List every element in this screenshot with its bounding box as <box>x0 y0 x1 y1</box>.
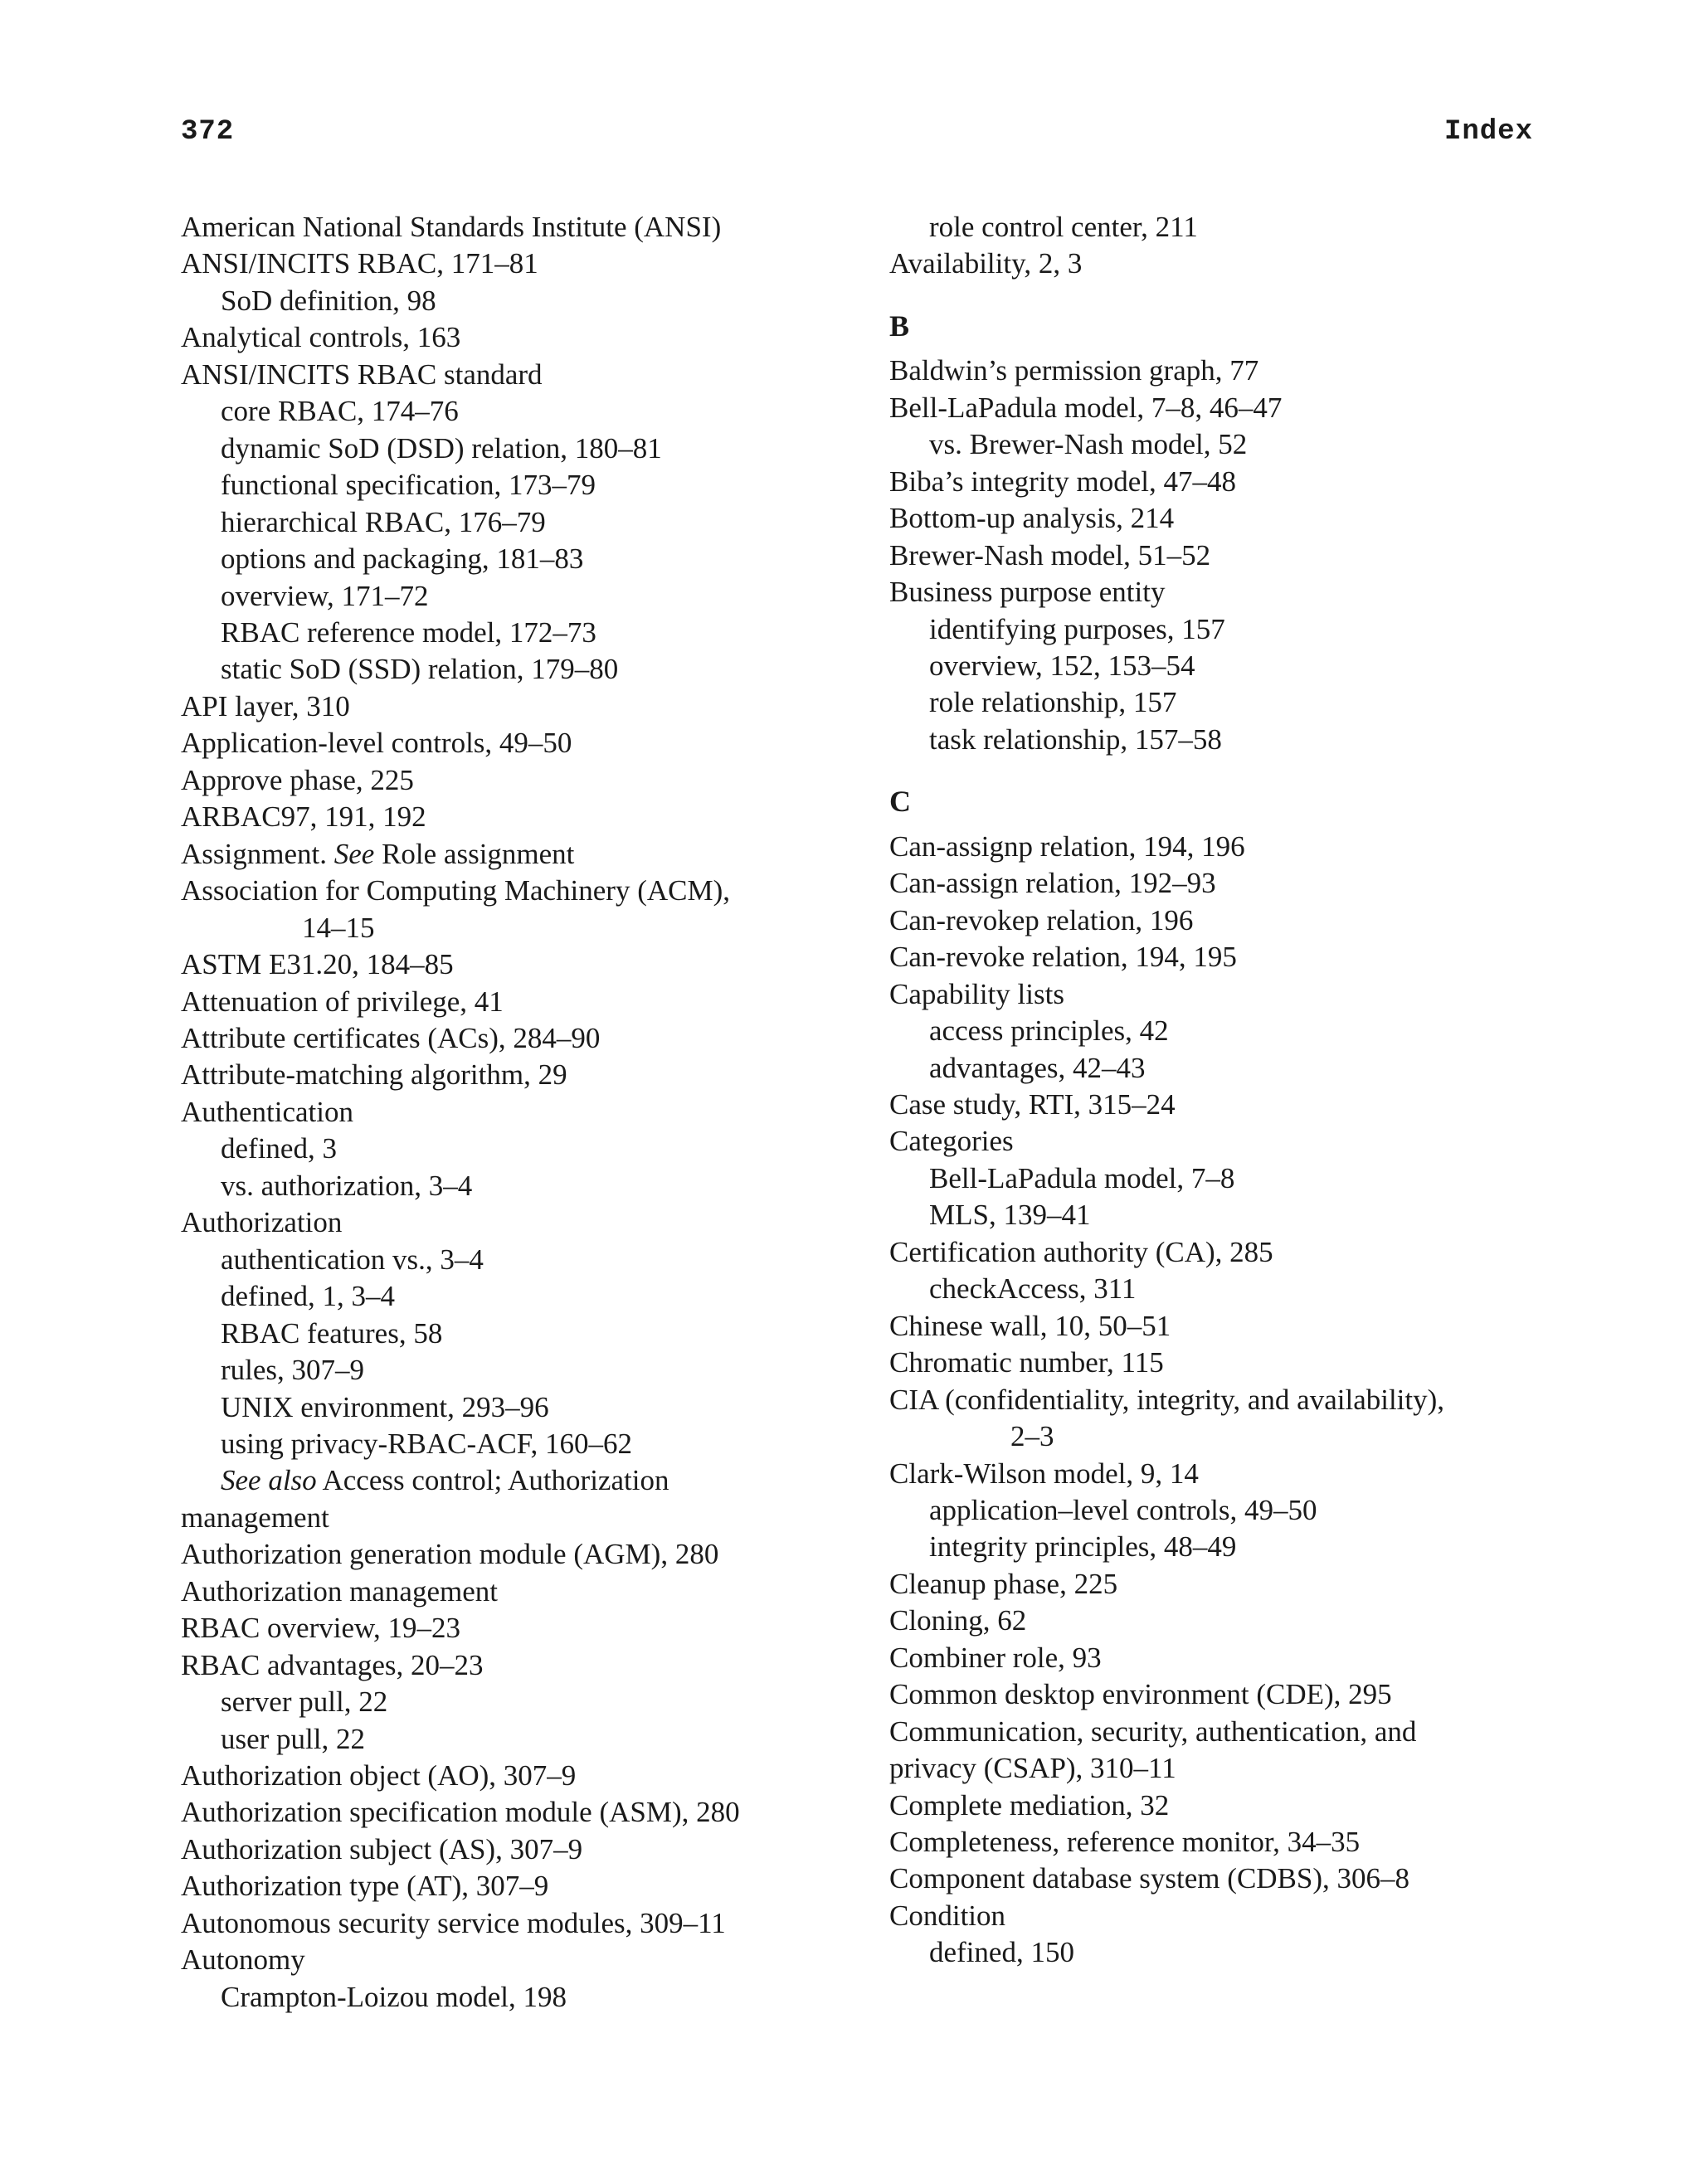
index-subentry: checkAccess, 311 <box>929 1272 1137 1306</box>
index-entry: Component database system (CDBS), 306–8 <box>889 1862 1410 1895</box>
section-gap <box>889 283 1545 308</box>
index-subentry: authentication vs., 3–4 <box>221 1243 484 1276</box>
index-entry-continuation: 2–3 <box>1010 1420 1054 1453</box>
index-entry: Approve phase, 225 <box>181 763 414 796</box>
index-subentry: hierarchical RBAC, 176–79 <box>221 505 546 538</box>
index-entry: Association for Computing Machinery (ACM), <box>181 874 730 907</box>
index-subentry: task relationship, 157–58 <box>929 722 1222 756</box>
index-subentry <box>181 1462 845 1499</box>
index-subentry: user pull, 22 <box>221 1722 366 1755</box>
index-entry: Common desktop environment (CDE), 295 <box>889 1678 1392 1711</box>
index-entry: American National Standards Institute (ANSI) <box>181 211 722 243</box>
index-entry: Can-assignp relation, 194, 196 <box>889 829 1245 863</box>
index-entry: Can-assign relation, 192–93 <box>889 867 1216 900</box>
section-gap <box>889 344 1545 353</box>
index-subentry: Bell-LaPadula model, 7–8 <box>929 1161 1235 1194</box>
index-entry-continuation: 14–15 <box>302 911 375 944</box>
index-entry: Can-revoke relation, 194, 195 <box>889 941 1237 974</box>
index-entry: Can-revokep relation, 196 <box>889 903 1194 936</box>
index-entry: privacy (CSAP), 310–11 <box>889 1752 1176 1785</box>
index-entry: Cleanup phase, 225 <box>889 1567 1118 1600</box>
index-entry <box>181 836 845 873</box>
index-entry: Authorization management <box>181 1574 498 1608</box>
index-subentry: overview, 152, 153–54 <box>929 649 1195 682</box>
index-entry: Biba’s integrity model, 47–48 <box>889 465 1237 498</box>
index-entry: Categories <box>889 1125 1014 1158</box>
index-entry: Attribute certificates (ACs), 284–90 <box>181 1021 601 1054</box>
letter-heading: B <box>889 309 910 343</box>
index-subentry: server pull, 22 <box>221 1685 388 1719</box>
index-entry: Clark-Wilson model, 9, 14 <box>889 1457 1199 1490</box>
index-entry: Capability lists <box>889 977 1064 1010</box>
index-subentry: MLS, 139–41 <box>929 1199 1091 1232</box>
index-subentry: access principles, 42 <box>929 1014 1169 1048</box>
index-entry: Brewer-Nash model, 51–52 <box>889 538 1211 572</box>
index-entry: RBAC advantages, 20–23 <box>181 1648 484 1681</box>
section-title: Index <box>1443 116 1533 148</box>
index-subentry: advantages, 42–43 <box>929 1051 1146 1084</box>
index-subentry: vs. authorization, 3–4 <box>221 1169 473 1202</box>
index-entry: Bottom-up analysis, 214 <box>889 502 1175 535</box>
index-subentry: Crampton-Loizou model, 198 <box>221 1980 567 2013</box>
index-entry: Combiner role, 93 <box>889 1641 1102 1674</box>
index-entry: API layer, 310 <box>181 689 350 722</box>
index-entry: Completeness, reference monitor, 34–35 <box>889 1826 1361 1859</box>
index-subentry: identifying purposes, 157 <box>929 612 1225 645</box>
letter-heading: C <box>889 785 911 819</box>
index-entry: RBAC overview, 19–23 <box>181 1612 461 1645</box>
index-subentry: RBAC features, 58 <box>221 1316 443 1350</box>
index-subentry: functional specification, 173–79 <box>221 469 596 502</box>
index-entry: ASTM E31.20, 184–85 <box>181 948 454 981</box>
index-entry: Autonomy <box>181 1943 305 1977</box>
cross-reference-label: See also <box>221 1464 317 1497</box>
index-entry: Complete mediation, 32 <box>889 1788 1170 1822</box>
entry-text: Assignment. <box>181 837 334 870</box>
index-subentry: SoD definition, 98 <box>221 284 436 317</box>
index-subentry: dynamic SoD (DSD) relation, 180–81 <box>221 431 662 465</box>
index-entry: Authorization generation module (AGM), 280 <box>181 1538 719 1571</box>
index-entry: Attenuation of privilege, 41 <box>181 985 504 1018</box>
index-entry: Business purpose entity <box>889 576 1166 609</box>
cross-reference-label: See <box>333 837 375 870</box>
cross-reference-target: Access control; Authorization <box>316 1464 669 1497</box>
index-entry: Certification authority (CA), 285 <box>889 1235 1273 1268</box>
page-number: 372 <box>181 116 235 148</box>
index-entry: Autonomous security service modules, 309–11 <box>181 1906 726 1939</box>
index-entry: Authorization subject (AS), 307–9 <box>181 1832 583 1865</box>
index-column-left <box>181 209 845 2016</box>
index-column-right <box>889 209 1545 1972</box>
index-entry: Availability, 2, 3 <box>889 247 1083 280</box>
section-gap <box>889 820 1545 829</box>
index-entry: Baldwin’s permission graph, 77 <box>889 354 1259 387</box>
running-head <box>181 116 1533 158</box>
index-subentry: role relationship, 157 <box>929 686 1177 719</box>
index-entry: Case study, RTI, 315–24 <box>889 1087 1176 1121</box>
index-subentry: integrity principles, 48–49 <box>929 1530 1237 1564</box>
index-subentry: UNIX environment, 293–96 <box>221 1390 549 1423</box>
index-entry: CIA (confidentiality, integrity, and availability), <box>889 1383 1445 1416</box>
index-entry: Bell-LaPadula model, 7–8, 46–47 <box>889 391 1283 424</box>
index-entry: management <box>181 1501 329 1534</box>
index-entry: Authorization type (AT), 307–9 <box>181 1870 549 1903</box>
cross-reference-target: Role assignment <box>374 837 575 870</box>
index-entry: Authorization object (AO), 307–9 <box>181 1759 577 1792</box>
index-subentry: role control center, 211 <box>929 211 1198 243</box>
index-entry: ARBAC97, 191, 192 <box>181 800 426 834</box>
index-entry: Analytical controls, 163 <box>181 321 461 354</box>
index-subentry: options and packaging, 181–83 <box>221 542 584 576</box>
index-entry: Chromatic number, 115 <box>889 1346 1164 1379</box>
index-entry: Authentication <box>181 1095 354 1128</box>
index-entry: Chinese wall, 10, 50–51 <box>889 1309 1171 1342</box>
index-entry: Attribute-matching algorithm, 29 <box>181 1058 567 1092</box>
index-entry: ANSI/INCITS RBAC standard <box>181 358 543 391</box>
index-entry: Application-level controls, 49–50 <box>181 727 572 760</box>
index-entry: Authorization specification module (ASM), 280 <box>181 1796 740 1829</box>
index-subentry: defined, 1, 3–4 <box>221 1280 395 1313</box>
index-entry: ANSI/INCITS RBAC, 171–81 <box>181 247 538 280</box>
index-entry: Communication, security, authentication, and <box>889 1715 1417 1748</box>
index-subentry: defined, 3 <box>221 1132 337 1165</box>
index-entry: Condition <box>889 1899 1006 1932</box>
index-entry: Cloning, 62 <box>889 1604 1027 1637</box>
index-subentry: RBAC reference model, 172–73 <box>221 615 596 649</box>
index-subentry: application–level controls, 49–50 <box>929 1493 1317 1526</box>
index-subentry: overview, 171–72 <box>221 579 429 612</box>
index-subentry: vs. Brewer-Nash model, 52 <box>929 428 1248 461</box>
index-subentry: rules, 307–9 <box>221 1354 365 1387</box>
index-subentry: defined, 150 <box>929 1936 1074 1969</box>
index-subentry: core RBAC, 174–76 <box>221 395 459 428</box>
section-gap <box>889 758 1545 783</box>
index-subentry: using privacy-RBAC-ACF, 160–62 <box>221 1427 632 1460</box>
index-subentry: static SoD (SSD) relation, 179–80 <box>221 653 619 686</box>
index-entry: Authorization <box>181 1206 343 1239</box>
